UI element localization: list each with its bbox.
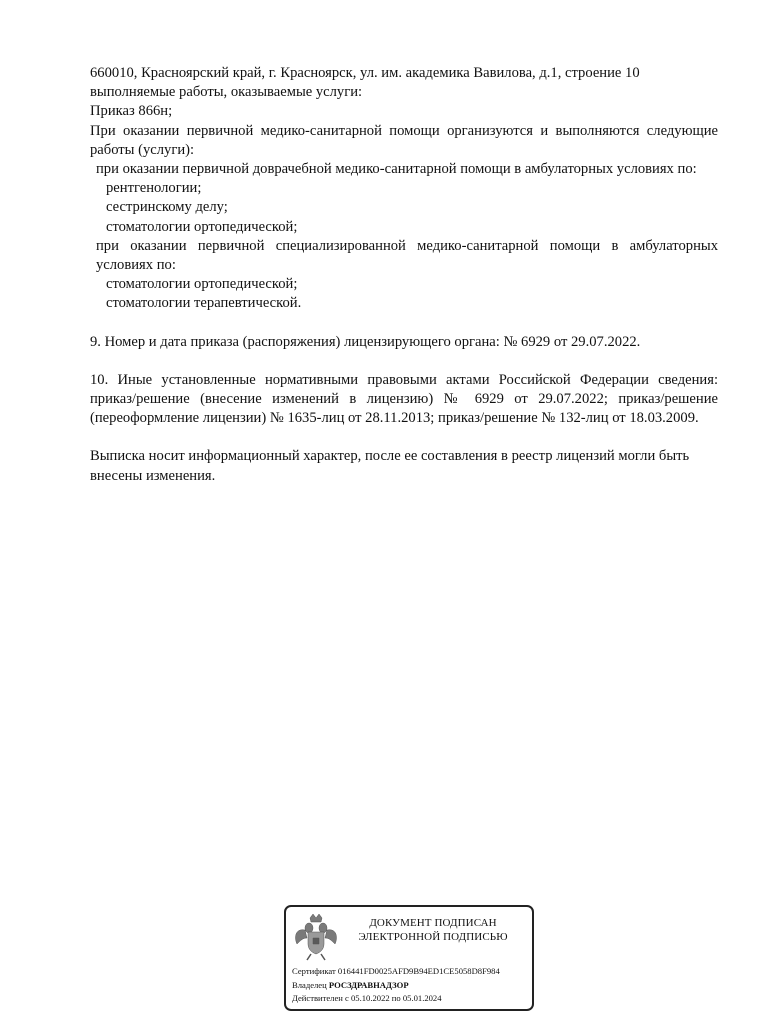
certificate-label: Сертификат bbox=[292, 966, 336, 976]
disclaimer: Выписка носит информационный характер, после ее составления в реестр лицензий могли быть внесены изменения. bbox=[90, 448, 690, 484]
list-item: сестринскому делу; bbox=[106, 199, 228, 216]
stamp-title-line: ЭЛЕКТРОННОЙ ПОДПИСЬЮ bbox=[358, 930, 508, 943]
stamp-title-line: ДОКУМЕНТ ПОДПИСАН bbox=[369, 917, 497, 929]
owner-label: Владелец bbox=[292, 979, 327, 990]
list-item: стоматологии ортопедической; bbox=[106, 218, 298, 235]
certificate-value: 016441FD0025AFD9B94ED1CE5058D8F984 bbox=[337, 966, 500, 976]
certificate-line bbox=[292, 965, 532, 979]
works-label: выполняемые работы, оказываемые услуги: bbox=[90, 84, 363, 101]
coat-of-arms-icon bbox=[293, 912, 339, 962]
section-10: 10. Иные установленные нормативными правовыми актами Российской Федерации сведения: приказ/решение (внесение изменений в лицензию) № 6929 от 29.07.2022; приказ/решение (переоформление лицензии) № 1635-лиц от 28.11.2013; приказ/решение № 132-лиц от 18.03.2009. bbox=[90, 371, 718, 427]
specialized-heading: при оказании первичной специализированной медико-санитарной помощи в амбулаторных условиях по: bbox=[96, 237, 718, 274]
prehospital-heading: при оказании первичной доврачебной медико-санитарной помощи в амбулаторных условиях по: bbox=[96, 161, 697, 178]
list-item: стоматологии ортопедической; bbox=[106, 276, 298, 293]
address-line: 660010, Красноярский край, г. Красноярск, ул. им. академика Вавилова, д.1, строение 10 bbox=[90, 65, 640, 81]
stamp-title bbox=[342, 917, 524, 944]
section-9: 9. Номер и дата приказа (распоряжения) лицензирующего органа: № 6929 от 29.07.2022. bbox=[90, 333, 641, 350]
list-item: рентгенологии; bbox=[106, 180, 202, 197]
validity-line: Действителен с 05.10.2022 по 05.01.2024 bbox=[292, 993, 442, 1003]
document-body bbox=[90, 64, 718, 486]
owner-line bbox=[292, 979, 532, 993]
order-line: Приказ 866н; bbox=[90, 103, 173, 120]
stamp-details bbox=[292, 965, 532, 1006]
list-item: стоматологии терапевтической. bbox=[106, 295, 302, 312]
primary-care-paragraph: При оказании первичной медико-санитарной помощи организуются и выполняются следующие работы (услуги): bbox=[90, 122, 718, 158]
signature-stamp bbox=[284, 905, 534, 1011]
owner-value: РОСЗДРАВНАДЗОР bbox=[328, 979, 409, 990]
